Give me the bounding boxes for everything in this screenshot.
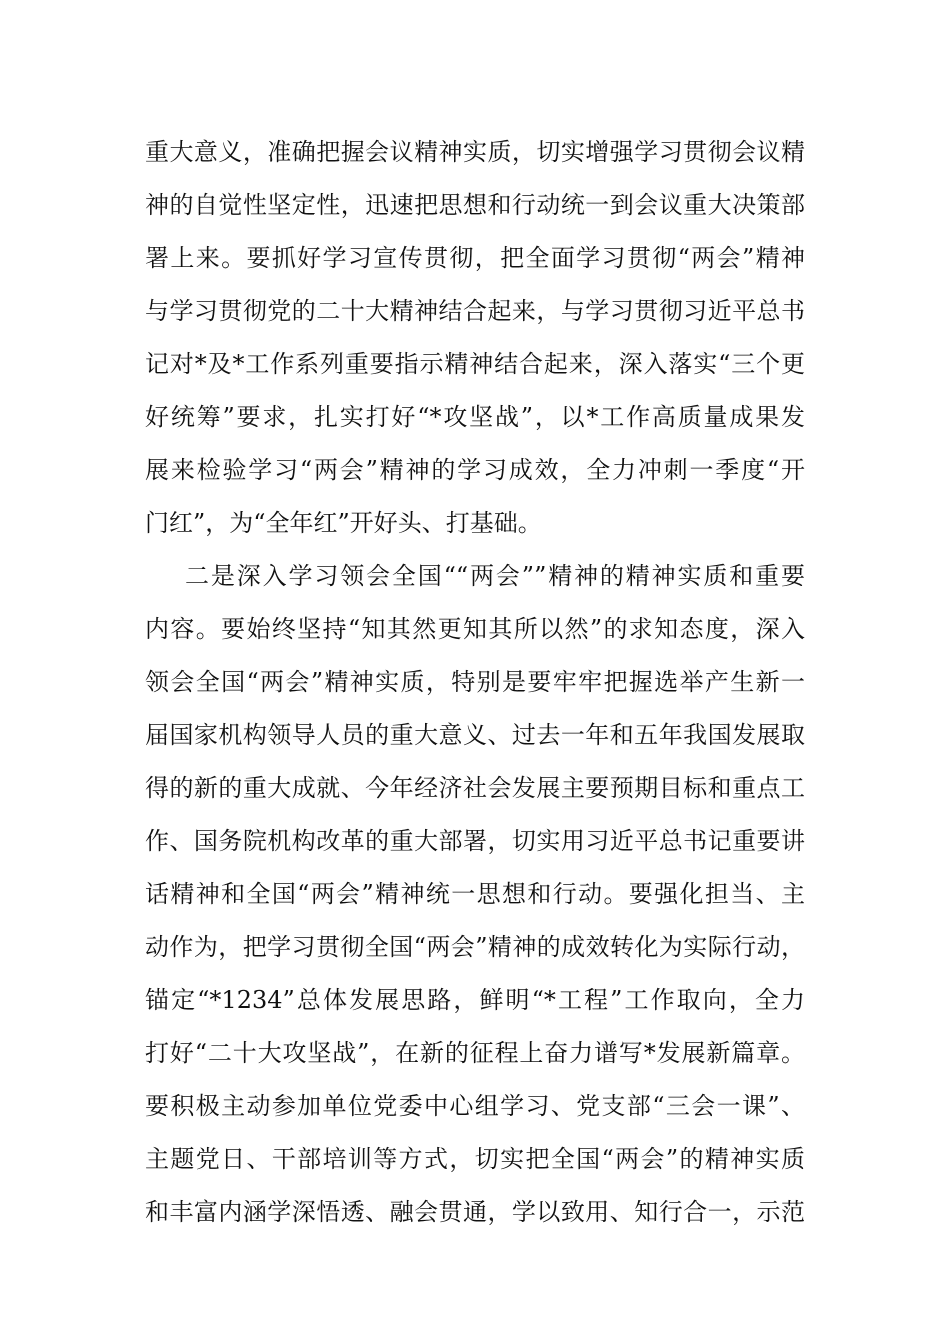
body-text-line: 展来检验学习“两会”精神的学习成效，全力冲刺一季度“开	[145, 456, 805, 484]
body-text-line: 届国家机构领导人员的重大意义、过去一年和五年我国发展取	[145, 721, 805, 749]
body-text-line: 主题党日、干部培训等方式，切实把全国“两会”的精神实质	[145, 1145, 805, 1173]
body-text-line: 好统筹”要求，扎实打好“*攻坚战”，以*工作高质量成果发	[145, 403, 805, 431]
body-text-line: 重大意义，准确把握会议精神实质，切实增强学习贯彻会议精	[145, 138, 805, 166]
body-text-line: 作、国务院机构改革的重大部署，切实用习近平总书记重要讲	[145, 827, 805, 855]
body-text-line: 与学习贯彻党的二十大精神结合起来，与学习贯彻习近平总书	[145, 297, 805, 325]
body-text-line: 记对*及*工作系列重要指示精神结合起来，深入落实“三个更	[145, 350, 805, 378]
body-text-line: 神的自觉性坚定性，迅速把思想和行动统一到会议重大决策部	[145, 191, 805, 219]
body-text-line: 署上来。要抓好学习宣传贯彻，把全面学习贯彻“两会”精神	[145, 244, 805, 272]
paragraph-end-line: 门红”，为“全年红”开好头、打基础。	[145, 509, 542, 537]
body-text-line: 动作为，把学习贯彻全国“两会”精神的成效转化为实际行动，	[145, 933, 805, 961]
body-text-line: 得的新的重大成就、今年经济社会发展主要预期目标和重点工	[145, 774, 805, 802]
body-text-line: 要积极主动参加单位党委中心组学习、党支部“三会一课”、	[145, 1092, 805, 1120]
paragraph-start-line: 二是深入学习领会全国““两会””精神的精神实质和重要	[185, 562, 805, 590]
body-text-line: 锚定“*1234”总体发展思路，鲜明“*工程”工作取向，全力	[145, 986, 805, 1014]
body-text-line: 打好“二十大攻坚战”，在新的征程上奋力谱写*发展新篇章。	[145, 1039, 805, 1067]
body-text-line: 和丰富内涵学深悟透、融会贯通，学以致用、知行合一，示范	[145, 1198, 805, 1226]
body-text-line: 领会全国“两会”精神实质，特别是要牢牢把握选举产生新一	[145, 668, 805, 696]
body-text-line: 内容。要始终坚持“知其然更知其所以然”的求知态度，深入	[145, 615, 805, 643]
body-text-line: 话精神和全国“两会”精神统一思想和行动。要强化担当、主	[145, 880, 805, 908]
